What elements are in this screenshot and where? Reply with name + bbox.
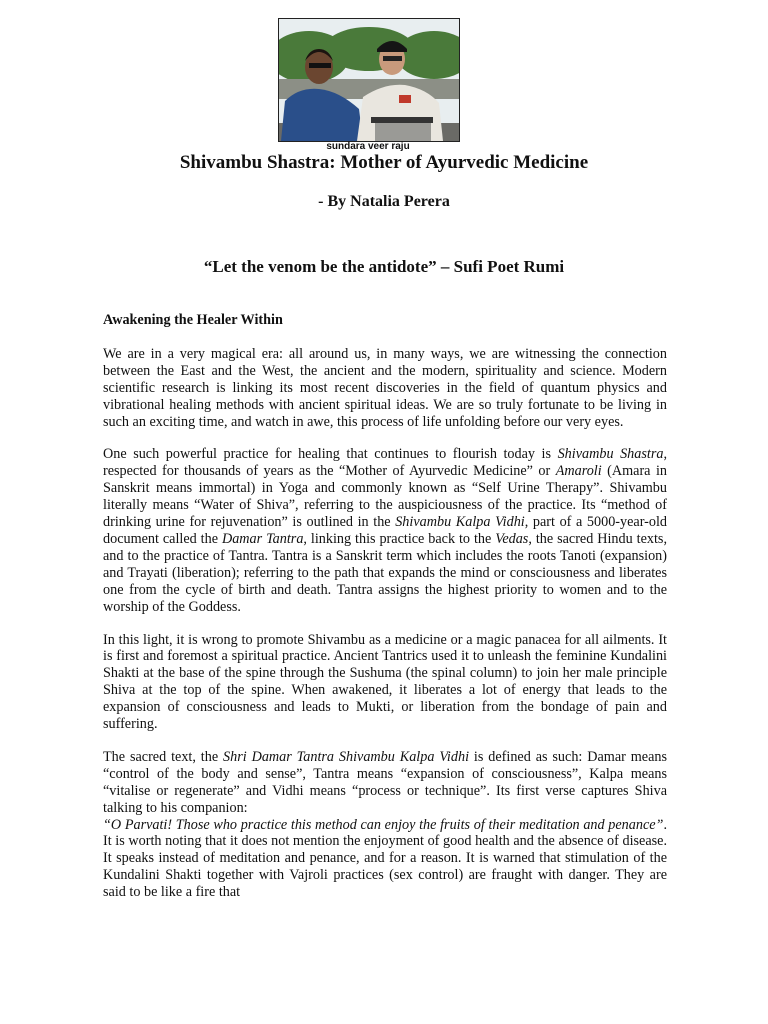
paragraph-4 (103, 749, 667, 901)
paragraph-2 (103, 446, 667, 615)
term-amaroli: Amaroli (555, 463, 602, 480)
paragraph-2-text: One such powerful practice for healing that continues to flourish today is (103, 446, 558, 463)
article-body (103, 312, 667, 917)
epigraph-quote: “Let the venom be the antidote” – Sufi Poet Rumi (203, 257, 565, 276)
paragraph-1: We are in a very magical era: all around us, in many ways, we are witnessing the connection between the East and the West, the ancient and the modern, spirituality and science. Modern scientific research is linking its most recent discoveries in the field of quantum physics and vibrational healing methods with ancient spiritual ideas. We are so truly fortunate to be living in such an exciting time, and watch in awe, this process of life unfolding before our very eyes. (103, 345, 667, 430)
paragraph-2-text: , respected for thousands of years as the “Mother of Ayurvedic Medicine” or (103, 446, 667, 480)
photo-person-left-sunglasses (309, 63, 331, 68)
document-title: Shivambu Shastra: Mother of Ayurvedic Medicine (179, 152, 589, 173)
paragraph-4-text: . It is worth noting that it does not mention the enjoyment of good health and the absence of disease. It speaks instead of meditation and penance, and for a reason. It is warned that stimulation of the Kundalini Shakti together with Vajroli practices (sex control) are fraught with danger. They are said to be like a fire that (103, 816, 667, 901)
photo-illustration (279, 19, 459, 141)
photo-person-right-sunglasses (383, 56, 402, 61)
term-vedas: Vedas (495, 530, 529, 547)
term-shivambu-kalpa-vidhi: Shivambu Kalpa Vidhi (395, 514, 525, 531)
photo-shirt-logo (399, 95, 411, 103)
paragraph-3: In this light, it is wrong to promote Shivambu as a medicine or a magic panacea for all ailments. It is first and foremost a spiritual practice. Ancient Tantrics used it to unleash the feminine Kundalini Shakti at the base of the spine through the Sushuma (the spinal column) to join her male principle Shiva at the top of the spine. When awakened, it liberates a lot of energy that leads to the expansion of consciousness and leads to Mukti, or liberation from the bondage of pain and suffering. (103, 631, 667, 733)
paragraph-4-text: is defined as such: Damar means “control of the body and sense”, Tantra means “expansion of consciousness”, Kalpa means “vitalise or regenerate” and Vidhi means “process or technique”. Its first verse captures Shiva talking to his companion: (103, 748, 667, 816)
paragraph-4-text: The sacred text, the (103, 748, 224, 765)
term-shivambu-shastra: Shivambu Shastra (557, 446, 664, 463)
section-heading: Awakening the Healer Within (103, 312, 283, 328)
shiva-verse-quote: “O Parvati! Those who practice this method can enjoy the fruits of their meditation and penance” (103, 816, 664, 833)
paragraph-2-text: , part of a 5000-year-old document called the (103, 514, 667, 547)
paragraph-2-text: , the sacred Hindu texts, and to the practice of Tantra. Tantra is a Sanskrit term which includes the roots Tanoti (expansion) and Trayati (liberation); referring to the path that expands the mind or consciousness and liberates one from the cycle of birth and death. Tantra assigns the highest priority to women and to the worship of the Goddess. (103, 530, 667, 615)
paragraph-2-text: , linking this practice back to the (303, 530, 496, 547)
term-shri-damar-tantra: Shri Damar Tantra Shivambu Kalpa Vidhi (223, 748, 470, 765)
photo-person-right-belt (371, 117, 433, 123)
author-photo (278, 18, 460, 142)
paragraph-2-text: (Amara in Sanskrit means immortal) in Yoga and commonly known as “Self Urine Therapy”. Shivambu literally means “Water of Shiva”, referring to the auspiciousness of the practice. Its “method of drinking urine for rejuvenation” is outlined in the (103, 463, 667, 531)
author-byline: - By Natalia Perera (318, 193, 450, 210)
photo-person-right-trousers (375, 123, 431, 141)
term-damar-tantra: Damar Tantra (221, 530, 304, 547)
photo-caption: sundara veer raju (326, 141, 410, 152)
